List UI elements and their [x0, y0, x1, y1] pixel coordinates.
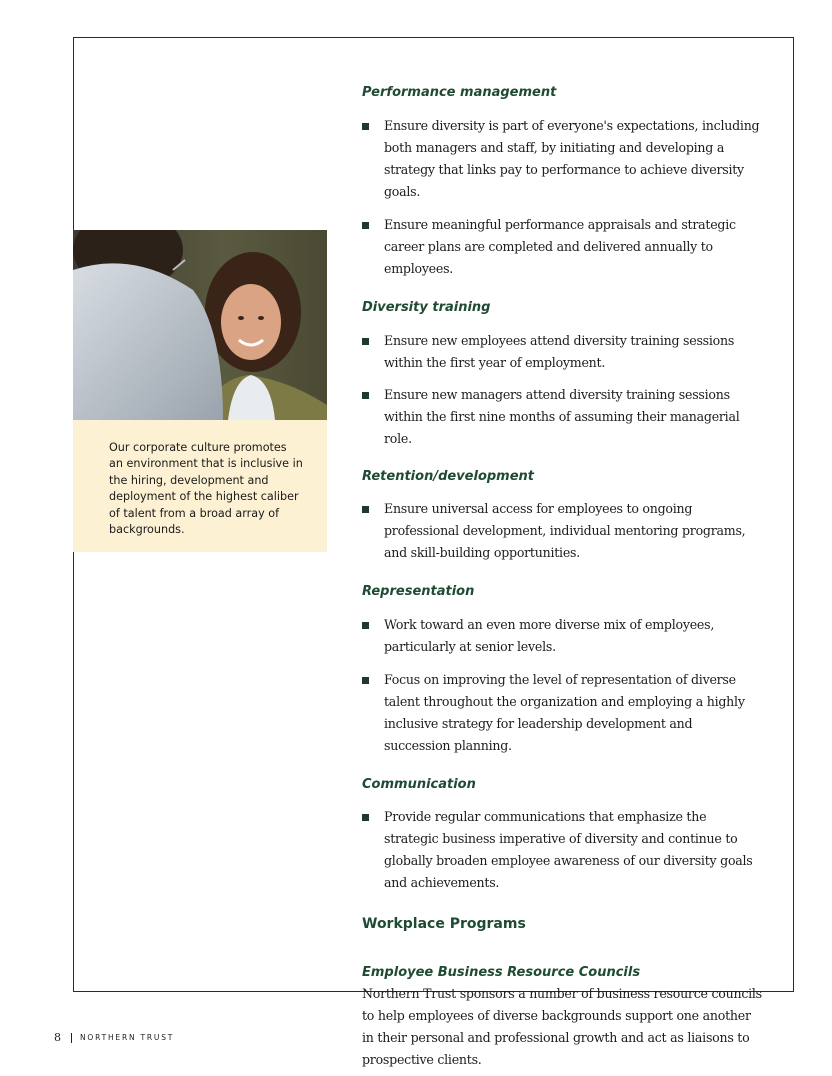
section-heading: Representation — [362, 584, 475, 599]
section-representation — [362, 583, 762, 757]
page-number: 8 — [54, 1031, 61, 1044]
list-item — [362, 806, 762, 894]
bullet-square-icon — [362, 338, 369, 345]
bullet-square-icon — [362, 123, 369, 130]
list-item-text: Provide regular communications that emphasize the strategic business imperative of diversity and continue to globally broaden employee awareness of our diversity goals and achievements. — [384, 809, 753, 890]
list-item — [362, 614, 762, 658]
list-item-text: Ensure diversity is part of everyone's expectations, including both managers and staff, by initiating and developing a strategy that links pay to performance to achieve diversity goals. — [384, 118, 760, 199]
list-item — [362, 498, 762, 564]
list-item-text: Ensure meaningful performance appraisals and strategic career plans are completed and delivered annually to employees. — [384, 217, 736, 276]
section-heading: Performance management — [362, 85, 557, 100]
section-heading: Retention/development — [362, 469, 535, 484]
bullet-square-icon — [362, 392, 369, 399]
workplace-heading: Workplace Programs — [362, 916, 526, 932]
workplace-subheading: Employee Business Resource Councils — [362, 965, 641, 980]
section-workplace — [362, 915, 762, 1071]
page-footer — [54, 1031, 174, 1044]
list-item — [362, 330, 762, 374]
list-item-text: Ensure new employees attend diversity training sessions within the first year of employment. — [384, 333, 735, 370]
footer-brand: NORTHERN TRUST — [80, 1033, 175, 1042]
workplace-body: Northern Trust sponsors a number of business resource councils to help employees of diverse backgrounds support one another in their personal and professional growth and act as liaisons to prospective clients. — [362, 986, 762, 1067]
list-item-text: Work toward an even more diverse mix of employees, particularly at senior levels. — [384, 617, 715, 654]
bullet-square-icon — [362, 814, 369, 821]
list-item-text: Ensure universal access for employees to ongoing professional development, individual mentoring programs, and skill-building opportunities. — [384, 501, 746, 560]
list-item — [362, 669, 762, 757]
section-performance — [362, 84, 762, 280]
bullet-square-icon — [362, 506, 369, 513]
bullet-list — [362, 614, 762, 757]
photo-colleagues — [73, 230, 327, 420]
photo-caption: Our corporate culture promotes an environment that is inclusive in the hiring, development and deployment of the highest caliber of talent from a broad array of backgrounds. — [109, 441, 303, 537]
bullet-list — [362, 806, 762, 894]
photo-caption-box — [73, 420, 327, 552]
bullet-square-icon — [362, 622, 369, 629]
bullet-square-icon — [362, 222, 369, 229]
list-item — [362, 214, 762, 280]
list-item — [362, 115, 762, 203]
bullet-list — [362, 115, 762, 280]
section-retention — [362, 468, 762, 564]
list-item — [362, 384, 762, 450]
main-content — [362, 84, 762, 1071]
section-training — [362, 299, 762, 450]
list-item-text: Ensure new managers attend diversity training sessions within the first nine months of assuming their managerial role. — [384, 387, 740, 446]
list-item-text: Focus on improving the level of representation of diverse talent throughout the organization and employing a highly inclusive strategy for leadership development and succession planning. — [384, 672, 745, 753]
bullet-list — [362, 330, 762, 450]
bullet-square-icon — [362, 677, 369, 684]
section-communication — [362, 776, 762, 894]
section-heading: Communication — [362, 777, 476, 792]
bullet-list — [362, 498, 762, 564]
section-heading: Diversity training — [362, 300, 491, 315]
footer-divider — [71, 1033, 72, 1043]
